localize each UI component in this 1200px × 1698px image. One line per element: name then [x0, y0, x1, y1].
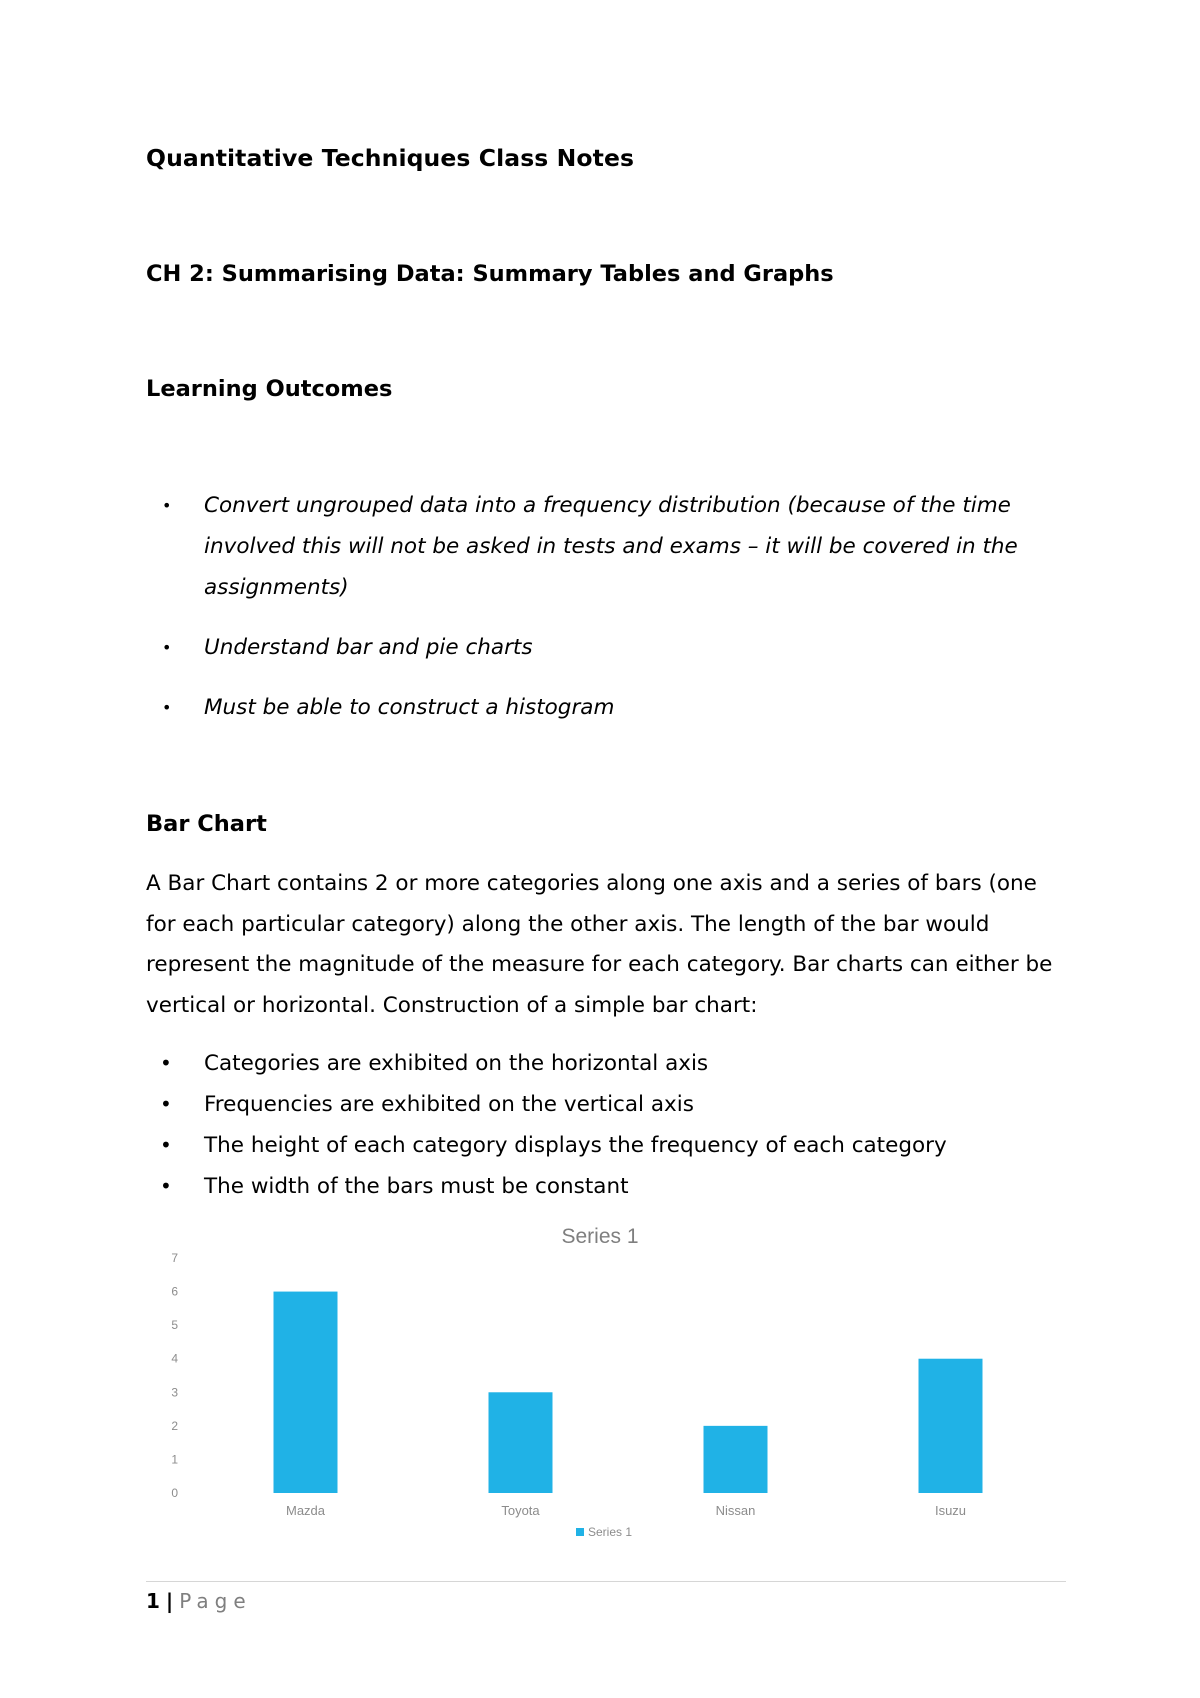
chart-title: Series 1: [561, 1225, 639, 1248]
page-label: Page: [179, 1589, 252, 1613]
list-item: [146, 1166, 1066, 1207]
x-tick-label: Isuzu: [934, 1503, 967, 1518]
footer-divider: [146, 1581, 1066, 1582]
point-text: Frequencies are exhibited on the vertical axis: [204, 1092, 694, 1117]
y-tick-label: 1: [171, 1452, 178, 1467]
outcome-text: Must be able to construct a histogram: [204, 695, 615, 720]
bullet-icon: •: [162, 496, 172, 515]
list-item: [146, 627, 1066, 668]
bullet-icon: •: [160, 1051, 172, 1075]
page-footer: [146, 1589, 252, 1613]
bar-nissan: [704, 1426, 768, 1493]
y-tick-label: 5: [171, 1318, 178, 1333]
point-text: The width of the bars must be constant: [204, 1174, 629, 1199]
list-item: [146, 485, 1066, 608]
y-tick-label: 3: [171, 1385, 178, 1400]
bar-chart-points-list: [146, 1043, 1066, 1207]
x-tick-label: Nissan: [715, 1503, 756, 1518]
page-number: 1: [146, 1589, 160, 1613]
chapter-heading: CH 2: Summarising Data: Summary Tables and Graphs: [146, 261, 834, 287]
list-item: [146, 1125, 1066, 1166]
learning-outcomes-heading: Learning Outcomes: [146, 376, 393, 402]
point-text: The height of each category displays the frequency of each category: [204, 1133, 947, 1158]
x-tick-label: Mazda: [285, 1503, 326, 1518]
bullet-icon: •: [162, 698, 172, 717]
y-tick-label: 4: [171, 1351, 178, 1366]
document-title: Quantitative Techniques Class Notes: [146, 144, 635, 172]
bullet-icon: •: [162, 638, 172, 657]
list-item: [146, 687, 1066, 728]
y-axis-ticks: [171, 1251, 178, 1500]
bullet-icon: •: [160, 1133, 172, 1157]
footer-separator: |: [165, 1589, 174, 1613]
bullet-icon: •: [160, 1174, 172, 1198]
y-tick-label: 2: [171, 1418, 178, 1433]
bar-chart-heading: Bar Chart: [146, 811, 267, 837]
x-tick-label: Toyota: [501, 1503, 540, 1518]
point-text: Categories are exhibited on the horizontal axis: [204, 1051, 709, 1076]
list-item: [146, 1084, 1066, 1125]
bar-isuzu: [919, 1359, 983, 1493]
list-item: [146, 1043, 1066, 1084]
bullet-icon: •: [160, 1092, 172, 1116]
legend-label: Series 1: [588, 1525, 633, 1539]
bar-mazda: [274, 1292, 338, 1493]
bar-chart-paragraph: A Bar Chart contains 2 or more categories along one axis and a series of bars (one for each particular category) along the other axis. The length of the bar would represent the magnitude of the measure for each category. Bar charts can either be vertical or horizontal. Construction of a simple bar chart:: [146, 871, 1053, 1018]
x-axis-labels: [286, 1503, 966, 1518]
y-tick-label: 6: [171, 1284, 178, 1299]
legend: [576, 1525, 632, 1539]
outcome-text: Convert ungrouped data into a frequency distribution (because of the time involved this will not be asked in tests and exams – it will be covered in the assignments): [204, 493, 1018, 600]
y-tick-label: 0: [171, 1486, 178, 1500]
y-tick-label: 7: [171, 1251, 178, 1265]
legend-swatch: [576, 1528, 584, 1536]
bar-toyota: [489, 1392, 553, 1493]
learning-outcomes-list: [146, 485, 1066, 728]
outcome-text: Understand bar and pie charts: [204, 635, 533, 660]
bars-group: [274, 1292, 983, 1493]
bar-chart: [140, 1210, 1080, 1560]
